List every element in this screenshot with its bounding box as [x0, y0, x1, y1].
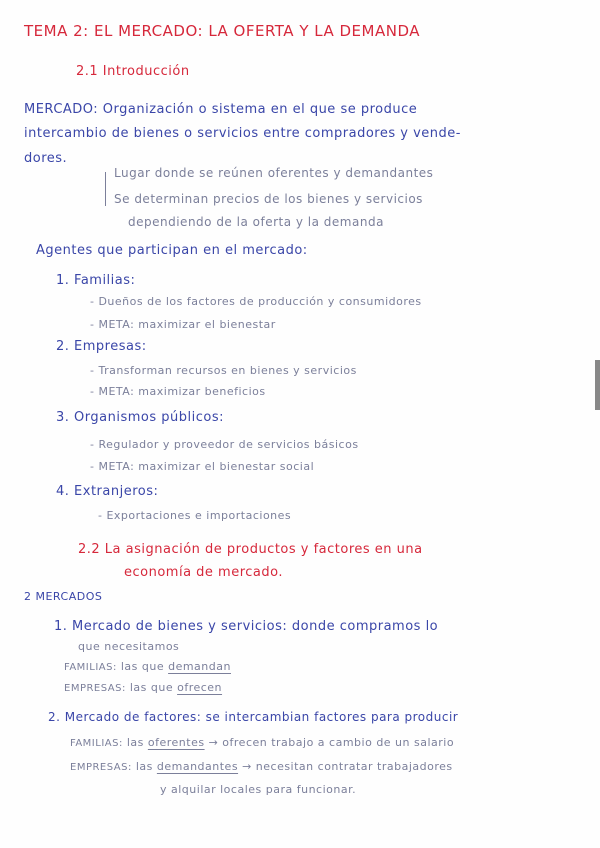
agent-empresas-item-2: - META: maximizar beneficios: [90, 385, 266, 398]
empresas-label: EMPRESAS:: [70, 762, 132, 773]
familias-label: FAMILIAS:: [64, 662, 117, 673]
mercado-factores-familias: [70, 736, 454, 749]
agent-familias-item-1: - Dueños de los factores de producción y consumidores: [90, 295, 422, 308]
mercado-bienes-empresas: [64, 681, 222, 694]
mercado-factores-empresas: [70, 760, 453, 773]
agent-familias-item-2: - META: maximizar el bienestar: [90, 318, 276, 331]
empresas-label: EMPRESAS:: [64, 683, 126, 694]
note-2: Se determinan precios de los bienes y servicios: [114, 192, 423, 206]
familias-underlined: oferentes: [147, 736, 205, 749]
note-3: dependiendo de la oferta y la demanda: [128, 215, 384, 229]
mercados-heading: 2 MERCADOS: [24, 590, 103, 603]
section-2-2-heading-line-1: 2.2 La asignación de productos y factores en una: [78, 542, 423, 557]
note-1: Lugar donde se reúnen oferentes y demandantes: [114, 166, 434, 180]
agent-organismos-publicos: 3. Organismos públicos:: [56, 410, 224, 425]
empresas-text: las que: [129, 681, 174, 694]
mercado-definition-line-1: MERCADO: Organización o sistema en el que se produce: [24, 102, 418, 117]
agent-empresas: 2. Empresas:: [56, 339, 147, 354]
agent-extranjeros-item-1: - Exportaciones e importaciones: [98, 509, 292, 522]
agent-organismos-item-1: - Regulador y proveedor de servicios básicos: [90, 438, 359, 451]
page-title: TEMA 2: EL MERCADO: LA OFERTA Y LA DEMANDA: [24, 22, 420, 40]
empresas-underlined: demandantes: [156, 760, 239, 773]
familias-underlined: demandan: [168, 660, 231, 673]
agent-organismos-item-2: - META: maximizar el bienestar social: [90, 460, 315, 473]
agent-extranjeros: 4. Extranjeros:: [56, 484, 159, 499]
notes-bracket: [105, 172, 106, 206]
mercado-factores-line-1: 2. Mercado de factores: se intercambian factores para producir: [48, 710, 459, 724]
empresas-underlined: ofrecen: [177, 681, 223, 694]
agent-empresas-item-1: - Transforman recursos en bienes y servicios: [90, 364, 357, 377]
mercado-factores-last-line: y alquilar locales para funcionar.: [160, 783, 357, 796]
agentes-heading: Agentes que participan en el mercado:: [36, 243, 308, 258]
familias-text: las: [126, 736, 144, 749]
empresas-text-after: → necesitan contratar trabajadores: [242, 760, 453, 773]
familias-text-after: → ofrecen trabajo a cambio de un salario: [208, 736, 455, 749]
familias-text: las que: [120, 660, 165, 673]
mercado-bienes-familias: [64, 660, 231, 673]
section-2-2-heading-line-2: economía de mercado.: [124, 565, 283, 580]
agent-familias: 1. Familias:: [56, 273, 136, 288]
mercado-bienes-line-2: que necesitamos: [78, 640, 180, 653]
empresas-text: las: [135, 760, 153, 773]
mercado-definition-line-2: intercambio de bienes o servicios entre compradores y vende-: [24, 126, 461, 141]
mercado-bienes-line-1: 1. Mercado de bienes y servicios: donde compramos lo: [54, 619, 439, 634]
section-2-1-heading: 2.1 Introducción: [76, 64, 190, 79]
mercado-definition-line-3: dores.: [24, 151, 68, 166]
familias-label: FAMILIAS:: [70, 738, 123, 749]
page-edge-shadow: [595, 360, 600, 410]
